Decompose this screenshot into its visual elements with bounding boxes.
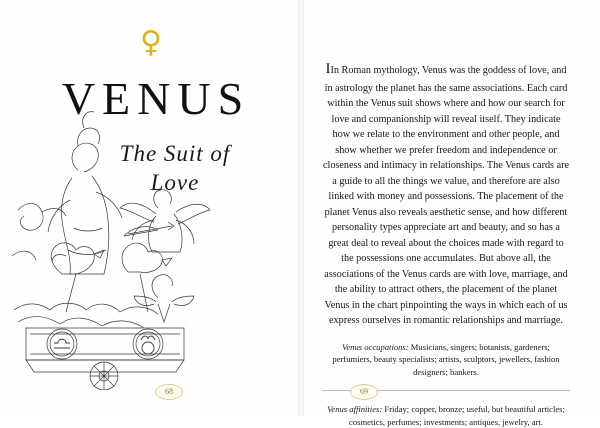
page-subtitle-line1: The Suit of bbox=[119, 141, 231, 166]
left-page bbox=[0, 0, 300, 416]
right-page bbox=[300, 0, 600, 427]
body-paragraph-text: In Roman mythology, Venus was the goddess of love, and in astrology the planet has the same associations. Each card within the Venus suit shows where and how our search for love and companionship will reveal itself. They indicate how we relate to the environment and other people, and show whether we prefer freedom and independence or closeness and intimacy in relationships. The Venus cards are a guide to all the things we value, and therefore are also linked with money and possessions. The placement of the planet Venus also reveals aesthetic sense, and how different personality types appreciate art and beauty, and so has a great deal to reveal about the choices made with regard to the possessions one accumulates. But above all, the associations of the Venus cards are with love, marriage, and the ability to attract others, the placement of the planet Venus in the chart pinpointing the ways in which each of us express ourselves in romantic relationships and marriage. bbox=[322, 65, 570, 327]
folio-right: 69 bbox=[350, 384, 378, 400]
page-subtitle-line2: Love bbox=[150, 169, 200, 195]
venus-occupations-text: Musicians, singers; botanists, gardeners; perfumiers, beauty specialists; artists, sculptors, jewellers, fashion designers; bankers. bbox=[332, 341, 560, 377]
page-subtitle bbox=[66, 140, 284, 198]
venus-occupations-label: Venus occupations: bbox=[342, 341, 409, 352]
page-title: VENUS bbox=[61, 73, 251, 124]
folio-left: 68 bbox=[155, 384, 183, 400]
body-paragraph bbox=[322, 58, 570, 329]
venus-affinities-label: Venus affinities: bbox=[327, 404, 383, 415]
venus-occupations bbox=[322, 341, 570, 378]
drop-cap: I bbox=[325, 61, 331, 77]
title-block bbox=[18, 73, 284, 198]
venus-affinities-text: Friday; copper, bronze; useful, but beautiful articles; cosmetics, perfumes; investments; antiques, jewelry, art. bbox=[349, 404, 565, 427]
venus-planet-symbol: ♀ bbox=[140, 25, 162, 60]
